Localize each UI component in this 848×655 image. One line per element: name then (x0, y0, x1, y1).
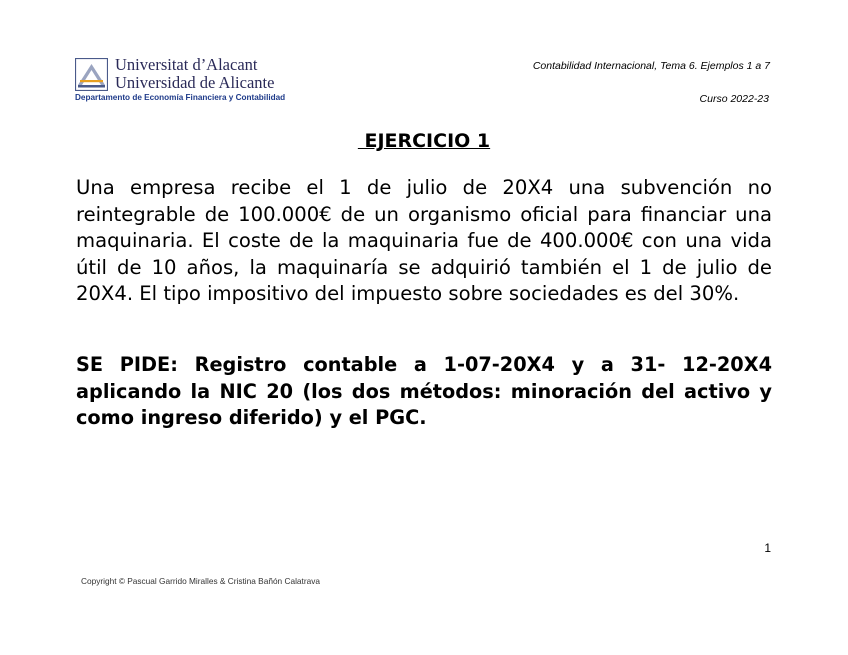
exercise-title (0, 128, 848, 154)
department-name: Departamento de Economía Financiera y Contabilidad (75, 93, 286, 102)
university-name-spanish: Universidad de Alicante (115, 73, 275, 92)
university-name-valencian: Universitat d’Alacant (115, 55, 258, 74)
copyright-notice: Copyright © Pascual Garrido Miralles & Cristina Bañón Calatrava (81, 576, 320, 586)
university-logo-icon (75, 58, 108, 91)
page-number: 1 (764, 541, 771, 555)
exercise-statement: Una empresa recibe el 1 de julio de 20X4 una subvención no reintegrable de 100.000€ de un organismo oficial para financiar una maquinaria. El coste de la maquinaria fue de 400.000€ con una vida útil de 10 años, la maquinaría se adquirió también el 1 de julio de 20X4. El tipo impositivo del impuesto sobre sociedades es del 30%. (76, 176, 772, 305)
course-year: Curso 2022-23 (699, 93, 769, 105)
university-header (75, 56, 325, 108)
exercise-task: SE PIDE: Registro contable a 1-07-20X4 y a 31- 12-20X4 aplicando la NIC 20 (los dos métodos: minoración del activo y como ingreso diferido) y el PGC. (76, 353, 772, 429)
course-title: Contabilidad Internacional, Tema 6. Ejemplos 1 a 7 (532, 60, 770, 72)
exercise-title-text: EJERCICIO 1 (357, 130, 491, 152)
